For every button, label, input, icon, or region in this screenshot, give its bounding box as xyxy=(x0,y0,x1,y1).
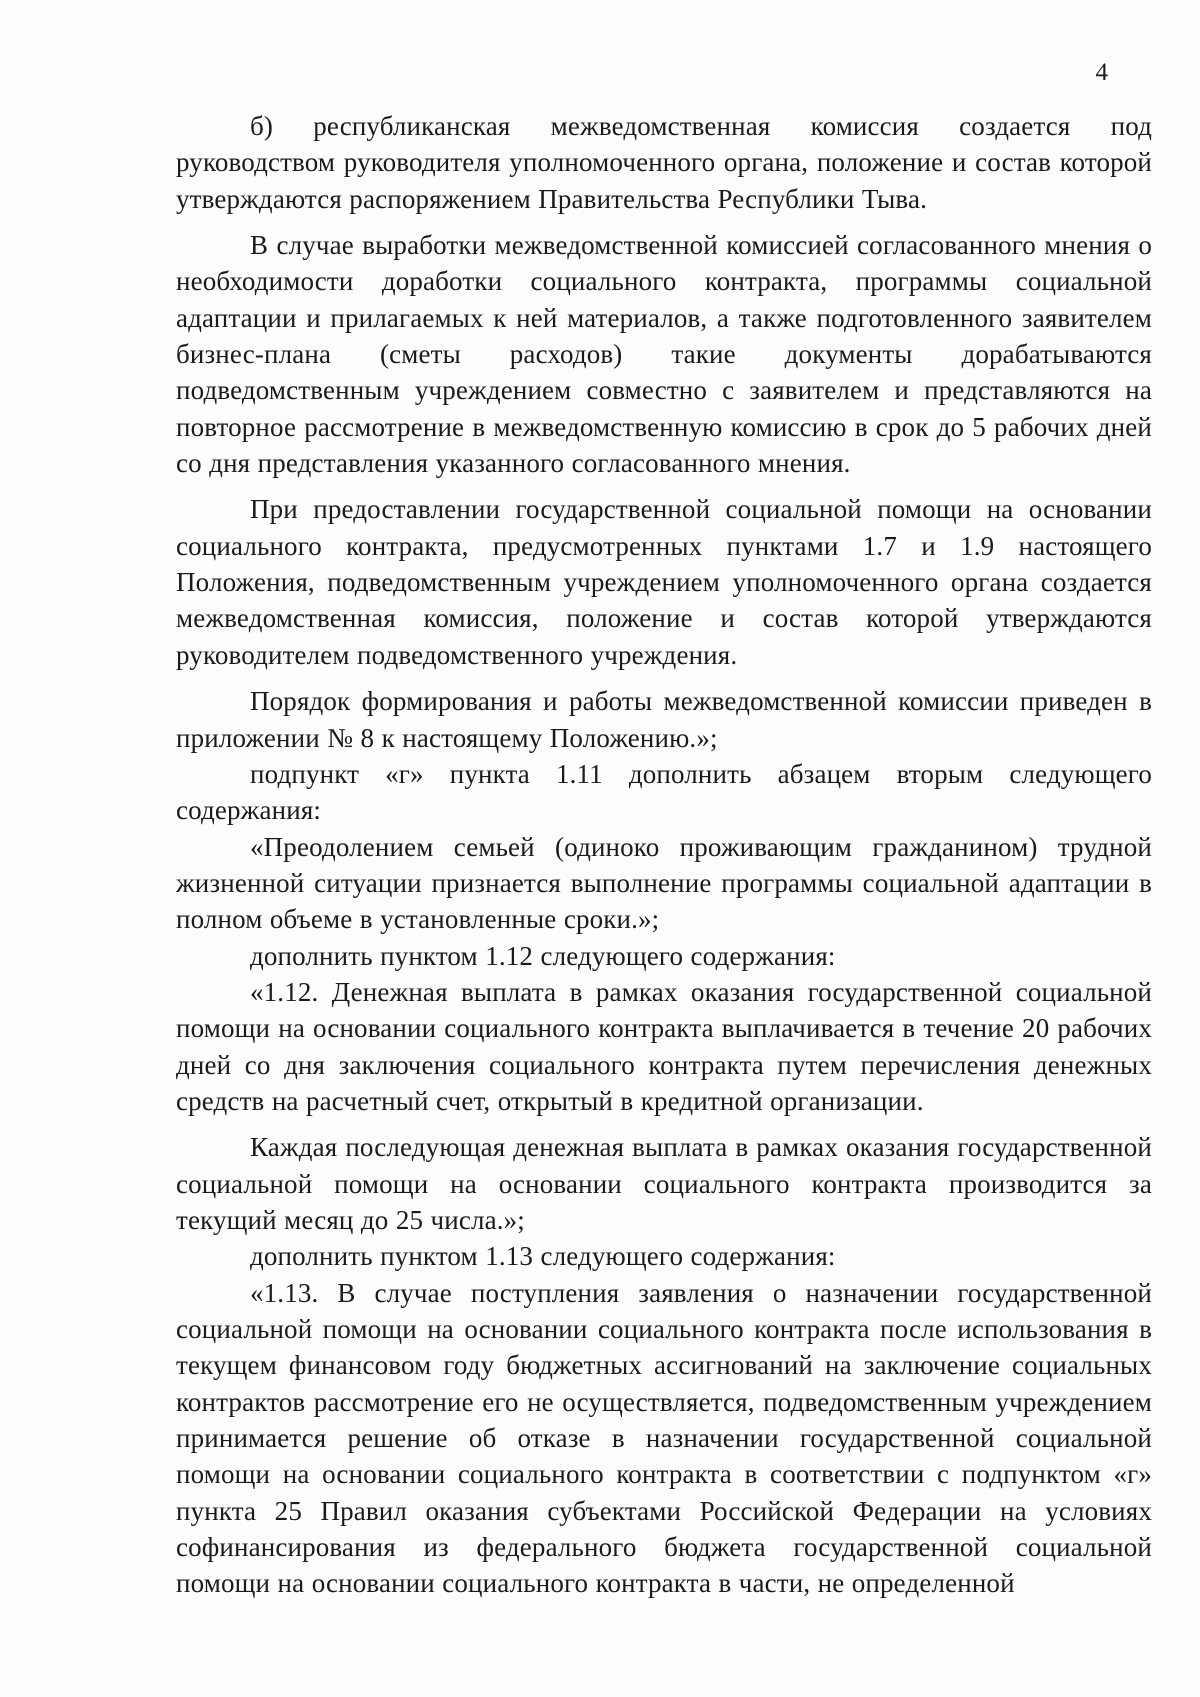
paragraph-commission-order: Порядок формирования и работы межведомственной комиссии приведен в приложении № 8 к настоящему Положению.»; xyxy=(176,686,1152,753)
paragraph-quote-1-13: «1.13. В случае поступления заявления о назначении государственной социальной помощи на основании социального контракта после использования в текущем финансовом году бюджетных ассигнований на заключение социальных контрактов рассмотрение его не осуществляется, подведомственным учреждением принимается решение об отказе в назначении государственной социальной помощи на основании социального контракта в соответствии с подпунктом «г» пункта 25 Правил оказания субъектами Российской Федерации на условиях софинансирования из федерального бюджета государственной социальной помощи на основании социального контракта в части, не определенной xyxy=(176,1277,1152,1599)
paragraph-quote-overcoming: «Преодолением семьей (одиноко проживающим гражданином) трудной жизненной ситуации признается выполнение программы социальной адаптации в полном объеме в установленные сроки.»; xyxy=(176,831,1152,935)
paragraph-subsequent-payment: Каждая последующая денежная выплата в рамках оказания государственной социальной помощи на основании социального контракта производится за текущий месяц до 25 числа.»; xyxy=(176,1132,1152,1235)
document-body xyxy=(176,108,1152,1602)
paragraph-revision-procedure: В случае выработки межведомственной комиссией согласованного мнения о необходимости доработки социального контракта, программы социальной адаптации и прилагаемых к ней материалов, а также подготовленного заявителем бизнес-плана (сметы расходов) такие документы дорабатываются подведомственным учреждением совместно с заявителем и представляются на повторное рассмотрение в межведомственную комиссию в срок до 5 рабочих дней со дня представления указанного согласованного мнения. xyxy=(176,230,1152,479)
paragraph-amendment-1-12: дополнить пунктом 1.12 следующего содержания: xyxy=(250,940,836,971)
paragraph-amendment-1-11: подпункт «г» пункта 1.11 дополнить абзацем вторым следующего содержания: xyxy=(176,758,1152,826)
paragraph-amendment-1-13: дополнить пунктом 1.13 следующего содержания: xyxy=(250,1241,836,1272)
paragraph-commission-institution: При предоставлении государственной социальной помощи на основании социального контракта, предусмотренных пунктами 1.7 и 1.9 настоящего Положения, подведомственным учреждением уполномоченного органа создается межведомственная комиссия, положение и состав которой утверждаются руководителем подведомственного учреждения. xyxy=(176,494,1152,670)
paragraph-commission-republic: б) республиканская межведомственная комиссия создается под руководством руководителя уполномоченного органа, положение и состав которой утверждаются распоряжением Правительства Республики Тыва. xyxy=(176,111,1152,214)
paragraph-quote-1-12: «1.12. Денежная выплата в рамках оказания государственной социальной помощи на основании социального контракта выплачивается в течение 20 рабочих дней со дня заключения социального контракта путем перечисления денежных средств на расчетный счет, открытый в кредитной организации. xyxy=(176,976,1152,1116)
page-number: 4 xyxy=(1095,59,1108,86)
